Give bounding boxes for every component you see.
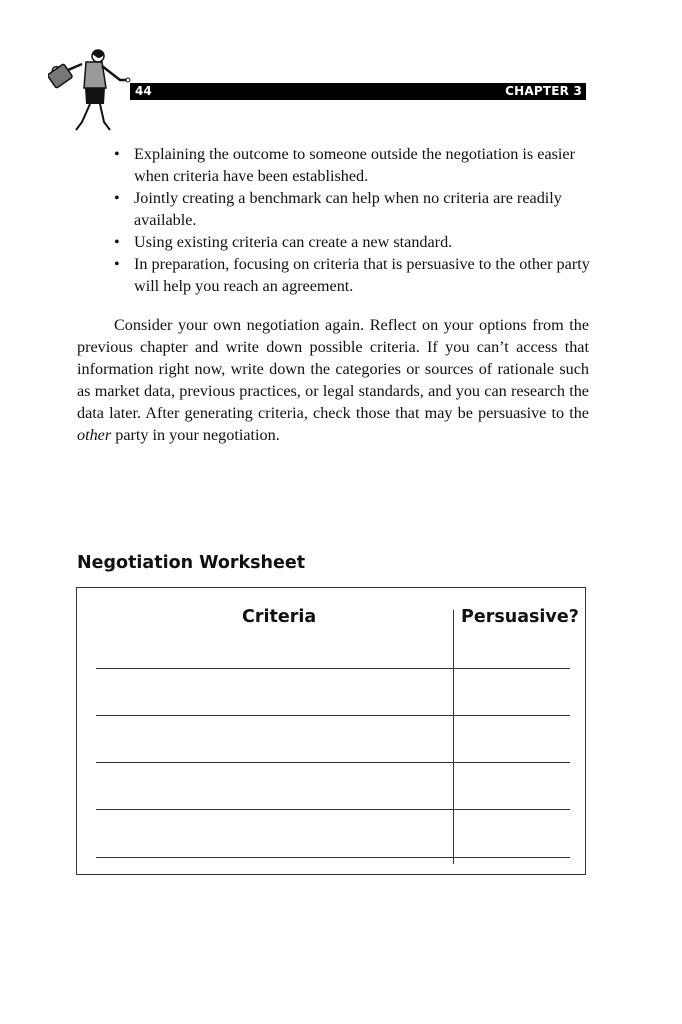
write-in-line[interactable]: [96, 668, 570, 669]
running-header: [130, 83, 586, 100]
paragraph-emphasis: other: [77, 426, 112, 444]
page-number: 44: [135, 84, 152, 98]
bullet-list: [112, 143, 590, 297]
column-header-criteria: Criteria: [242, 607, 317, 627]
bullet-marker: •: [114, 233, 120, 251]
column-header-persuasive: Persuasive?: [461, 607, 579, 627]
list-item: [112, 253, 590, 297]
write-in-line[interactable]: [96, 762, 570, 763]
chapter-label: CHAPTER 3: [505, 84, 582, 98]
bullet-marker: •: [114, 255, 120, 273]
bullet-marker: •: [114, 189, 120, 207]
list-item: [112, 187, 590, 231]
write-in-line[interactable]: [96, 857, 570, 858]
bullet-text: Using existing criteria can create a new standard.: [134, 233, 453, 251]
bullet-text: Explaining the outcome to someone outside the negotiation is easier when criteria have been established.: [134, 145, 576, 185]
write-in-line[interactable]: [96, 715, 570, 716]
paragraph-text-end: party in your negotiation.: [111, 426, 280, 444]
list-item: [112, 231, 590, 253]
paragraph-text: Consider your own negotiation again. Reflect on your options from the previous chapter and write down possible criteria. If you can’t access that information right now, write down the categories or sources of rationale such as market data, previous practices, or legal standards, and you can research the data later. After generating criteria, check those that may be persuasive to the: [77, 316, 589, 422]
bullet-text: In preparation, focusing on criteria that is persuasive to the other party will help you reach an agreement.: [134, 255, 590, 295]
worksheet-table: [76, 587, 586, 875]
list-item: [112, 143, 590, 187]
write-in-line[interactable]: [96, 809, 570, 810]
businesswoman-with-briefcase-icon: [48, 46, 132, 132]
column-divider: [453, 610, 454, 864]
bullet-text: Jointly creating a benchmark can help when no criteria are readily available.: [134, 189, 562, 229]
worksheet-title: Negotiation Worksheet: [77, 553, 306, 573]
bullet-marker: •: [114, 145, 120, 163]
body-paragraph: [77, 314, 589, 446]
